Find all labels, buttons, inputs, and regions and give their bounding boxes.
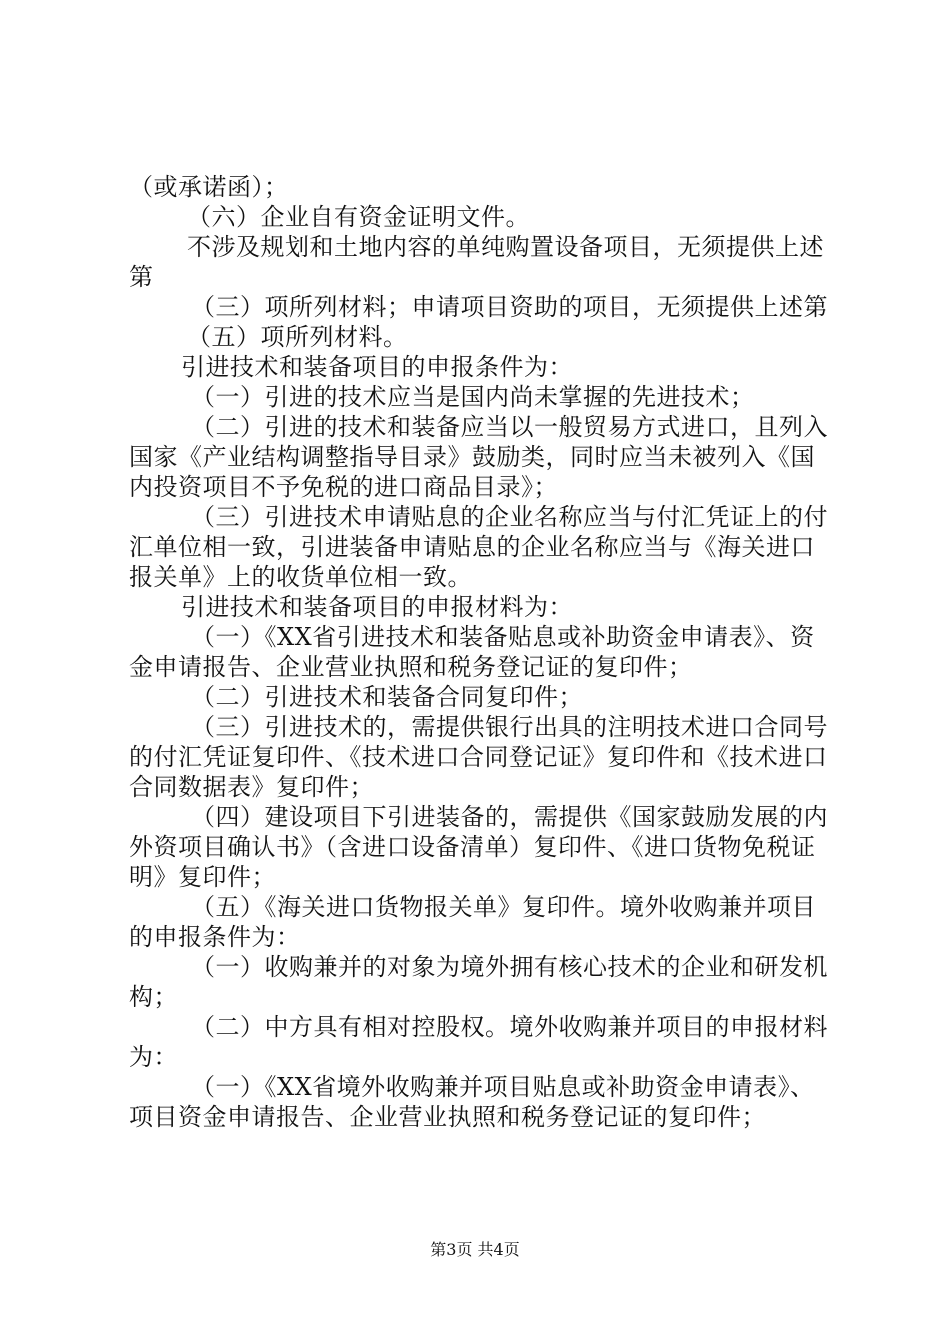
paragraph: 引进技术和装备项目的申报材料为： (181, 593, 573, 621)
paragraph: （二）中方具有相对控股权。境外收购兼并项目的申报材料为： (129, 1013, 828, 1071)
paragraph: （三）引进技术申请贴息的企业名称应当与付汇凭证上的付汇单位相一致，引进装备申请贴息的企业名称应当与《海关进口报关单》上的收货单位相一致。 (129, 503, 828, 591)
paragraph: （二）引进的技术和装备应当以一般贸易方式进口，且列入国家《产业结构调整指导目录》鼓励类，同时应当未被列入《国内投资项目不予免税的进口商品目录》； (129, 413, 828, 501)
paragraph: （六）企业自有资金证明文件。 (187, 203, 530, 231)
paragraph: （三）项所列材料；申请项目资助的项目，无须提供上述第 (191, 293, 828, 321)
document-body (129, 172, 834, 1132)
page-footer (0, 1240, 950, 1260)
paragraph: 引进技术和装备项目的申报条件为： (181, 353, 573, 381)
paragraph: （五）项所列材料。 (187, 323, 408, 351)
paragraph: （二）引进技术和装备合同复印件； (191, 683, 583, 711)
paragraph: （三）引进技术的，需提供银行出具的注明技术进口合同号的付汇凭证复印件、《技术进口合同登记证》复印件和《技术进口合同数据表》复印件； (129, 713, 828, 801)
paragraph: （一）《XX省境外收购兼并项目贴息或补助资金申请表》、项目资金申请报告、企业营业执照和税务登记证的复印件； (129, 1073, 815, 1131)
paragraph: （四）建设项目下引进装备的，需提供《国家鼓励发展的内外资项目确认书》（含进口设备清单）复印件、《进口货物免税证明》复印件； (129, 803, 828, 891)
paragraph: （或承诺函）； (129, 173, 289, 201)
paragraph: （一）引进的技术应当是国内尚未掌握的先进技术； (191, 383, 755, 411)
paragraph: 不涉及规划和土地内容的单纯购置设备项目，无须提供上述第 (129, 233, 824, 291)
paragraph: （一）《XX省引进技术和装备贴息或补助资金申请表》、资金申请报告、企业营业执照和税务登记证的复印件； (129, 623, 815, 681)
page-number: 第3页 共4页 (430, 1240, 520, 1259)
paragraph: （五）《海关进口货物报关单》复印件。境外收购兼并项目的申报条件为： (129, 893, 816, 951)
paragraph: （一）收购兼并的对象为境外拥有核心技术的企业和研发机构； (129, 953, 828, 1011)
